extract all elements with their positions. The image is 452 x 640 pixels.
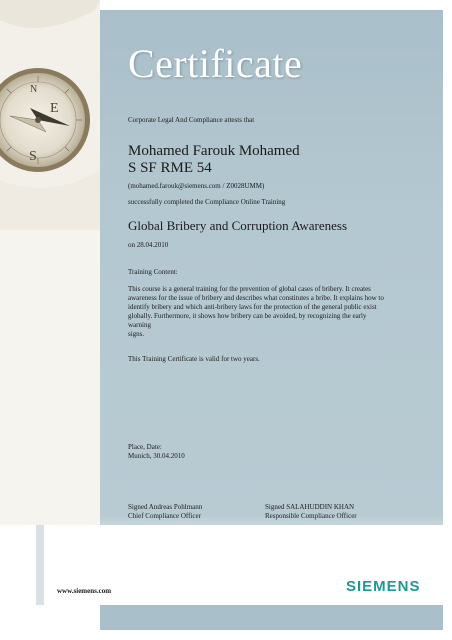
course-title: Global Bribery and Corruption Awareness [128,218,348,233]
svg-text:E: E [50,101,59,116]
certificate-title: Certificate [128,41,303,86]
website-link[interactable]: www.siemens.com [57,587,112,595]
content-line: signs. [128,330,145,338]
footer-rule [36,525,44,605]
footer-blue-strip [100,605,443,630]
siemens-logo: SIEMENS [346,578,421,595]
place-date-value: Munich, 30.04.2010 [128,452,185,460]
signer1-title: Chief Compliance Officer [128,512,201,520]
training-content-heading: Training Content: [128,268,178,276]
signer2-name: Signed SALAHUDDIN KHAN [265,503,355,511]
recipient-email-id: (mohamed.farouk@siemens.com / Z0028UMM) [128,182,265,190]
content-line: identify bribery and which anti-bribery laws for the protection of the general public exist [128,303,377,311]
completion-date: on 28.04.2010 [128,241,169,249]
left-decor-strip [0,0,100,525]
recipient-name: Mohamed Farouk Mohamed [128,143,300,159]
content-line: globally. Furthermore, it shows how bribery can be avoided, by recognizing the early warning [128,312,367,329]
signer1-name: Signed Andreas Pohlmann [128,503,203,511]
svg-text:N: N [30,84,38,95]
content-line: awareness for the issue of bribery and describes what constitutes a bribe. It explains how to [128,294,384,302]
compass-icon [0,0,100,230]
content-line: This course is a general training for the prevention of global cases of bribery. It creates [128,285,371,293]
recipient-department: S SF RME 54 [128,160,212,176]
validity-text: This Training Certificate is valid for two years. [128,355,260,363]
attests-text: Corporate Legal And Compliance attests that [128,116,255,124]
place-date-label: Place, Date: [128,443,162,451]
svg-text:S: S [29,149,37,164]
completed-text: successfully completed the Compliance Online Training [128,198,286,206]
signer2-title: Responsible Compliance Officer [265,512,357,520]
training-content-paragraph [128,285,390,339]
